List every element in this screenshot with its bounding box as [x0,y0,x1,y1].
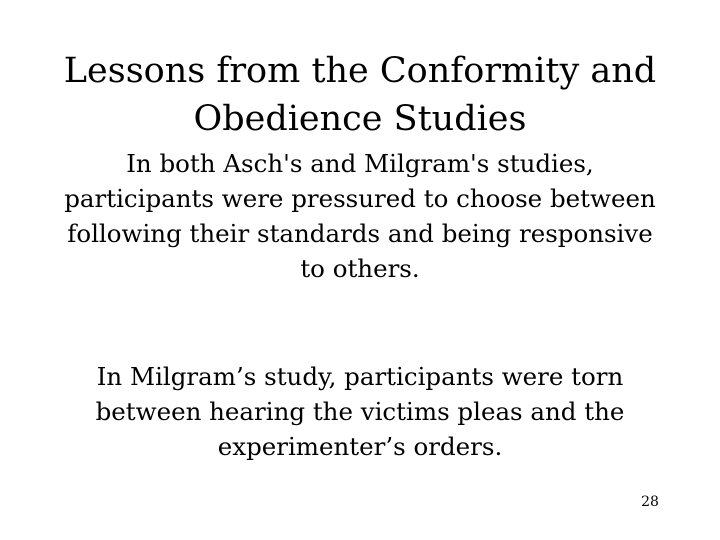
paragraph-line: participants were pressured to choose between [64,184,656,213]
paragraph-milgram [20,359,700,464]
paragraph-line: experimenter’s orders. [217,432,503,461]
paragraph-line: to others. [300,254,420,283]
slide-number: 28 [641,494,659,510]
paragraph-asch-milgram [20,146,700,286]
paragraph-line: between hearing the victims pleas and the [95,397,625,426]
paragraph-line: following their standards and being responsive [67,219,653,248]
slide-title [40,47,680,143]
paragraph-line: In both Asch's and Milgram's studies, [126,149,594,178]
paragraph-line: In Milgram’s study, participants were torn [96,362,624,391]
slide-title-line: Obedience Studies [193,99,527,140]
slide-title-line: Lessons from the Conformity and [63,51,657,92]
